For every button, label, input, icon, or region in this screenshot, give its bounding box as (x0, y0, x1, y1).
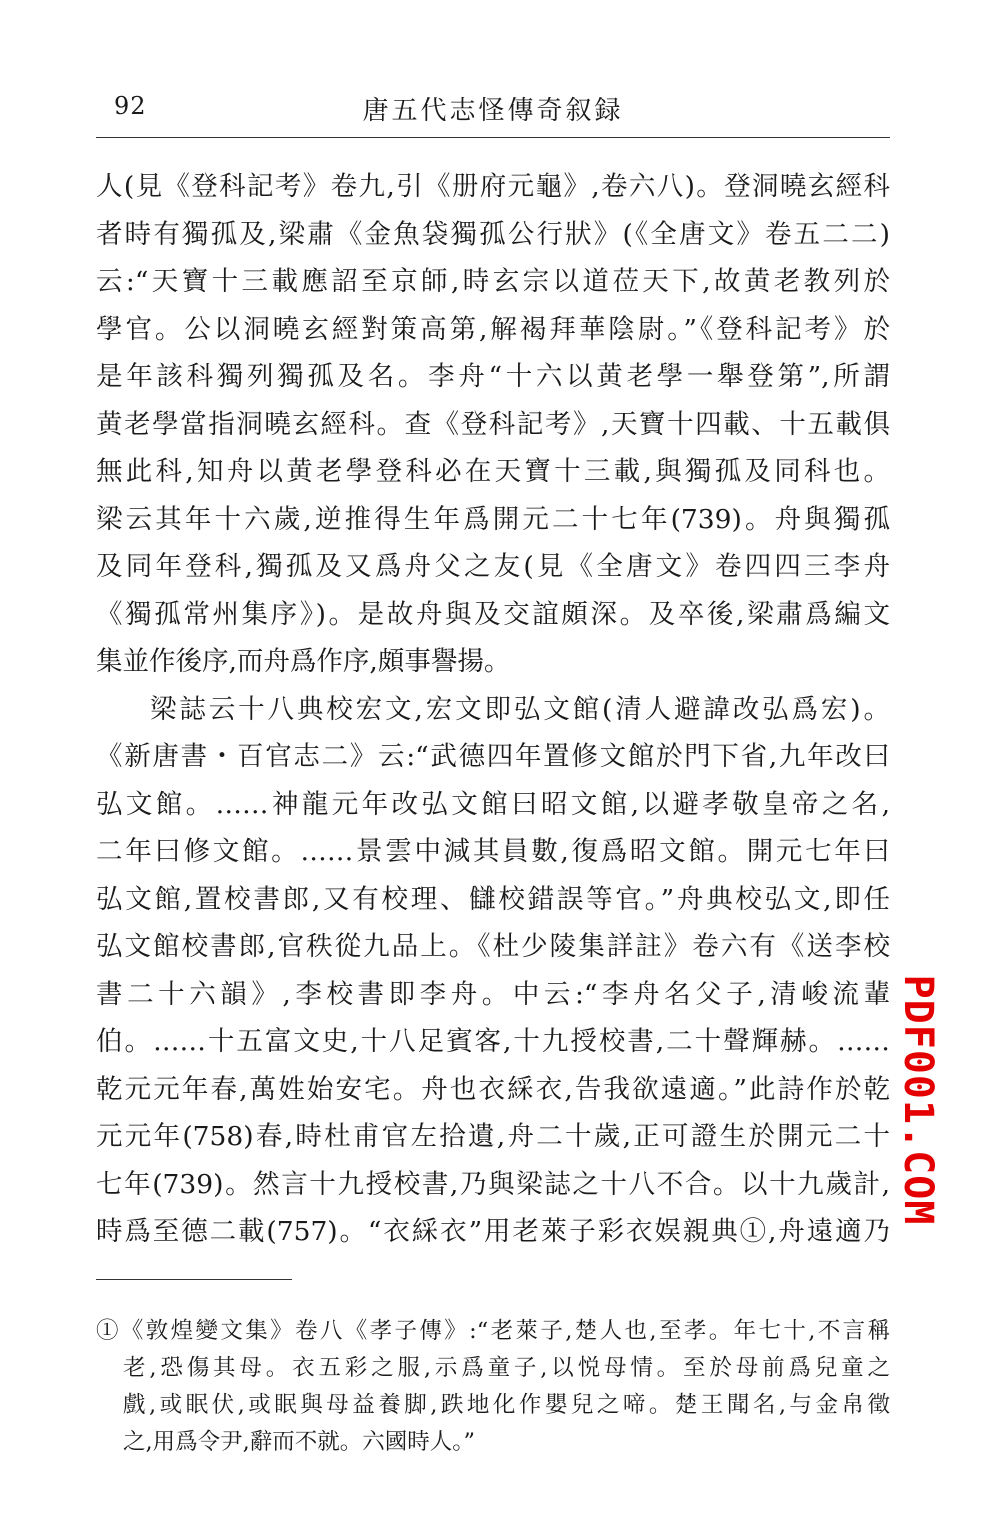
text-line: 及同年登科,獨孤及又爲舟父之友(見《全唐文》卷四四三李舟 (96, 551, 890, 582)
running-title: 唐五代志怪傳奇叙録 (362, 96, 624, 126)
footnote-line: 戲,或眠伏,或眠與母益養脚,跌地化作嬰兒之啼。楚王聞名,与金帛徵 (123, 1392, 890, 1418)
text-line: 者時有獨孤及,梁肅《金魚袋獨孤公行狀》(《全唐文》卷五二二) (96, 218, 890, 250)
text-line: 梁誌云十八典校宏文,宏文即弘文館(清人避諱改弘爲宏)。 (150, 693, 890, 725)
text-line: 七年(739)。然言十九授校書,乃與梁誌之十八不合。以十九歲計, (96, 1168, 890, 1200)
footnotes (96, 1313, 890, 1461)
text-line: 人(見《登科記考》卷九,引《册府元龜》,卷六八)。登洞曉玄經科 (96, 171, 890, 202)
text-line: 元元年(758)春,時杜甫官左拾遺,舟二十歲,正可證生於開元二十 (96, 1121, 890, 1152)
text-line: 二年曰修文館。……景雲中減其員數,復爲昭文館。開元七年曰 (96, 836, 890, 867)
text-line: 書二十六韻》,李校書即李舟。中云:“李舟名父子,清峻流輩 (96, 978, 890, 1010)
text-line: 學官。公以洞曉玄經對策高第,解褐拜華陰尉。”《登科記考》於 (96, 313, 890, 345)
body-text (96, 163, 890, 1256)
text-line: 伯。……十五富文史,十八足賓客,十九授校書,二十聲輝赫。…… (96, 1026, 890, 1057)
text-line: 云:“天寶十三載應詔至京師,時玄宗以道莅天下,故黄老教列於 (96, 266, 890, 297)
text-line: 集並作後序,而舟爲作序,頗事譽揚。 (96, 646, 511, 677)
text-line: 《新唐書・百官志二》云:“武德四年置修文館於門下省,九年改曰 (96, 741, 890, 772)
text-line: 弘文館。……神龍元年改弘文館曰昭文館,以避孝敬皇帝之名, (96, 788, 890, 820)
text-line: 弘文館校書郎,官秩從九品上。《杜少陵集詳註》卷六有《送李校 (96, 931, 890, 962)
text-line: 《獨孤常州集序》)。是故舟與及交誼頗深。及卒後,梁肅爲編文 (96, 598, 890, 630)
text-line: 黄老學當指洞曉玄經科。查《登科記考》,天寶十四載、十五載俱 (96, 408, 890, 440)
text-line: 乾元元年春,萬姓始安宅。舟也衣綵衣,告我欲遠適。”此詩作於乾 (96, 1073, 890, 1105)
text-line: 梁云其年十六歲,逆推得生年爲開元二十七年(739)。舟與獨孤 (96, 503, 890, 535)
page-number: 92 (114, 92, 147, 120)
footnote-rule (96, 1279, 292, 1280)
page-header (96, 84, 890, 136)
text-line: 時爲至德二載(757)。“衣綵衣”用老萊子彩衣娱親典①,舟遠適乃 (96, 1216, 890, 1247)
header-rule (96, 137, 890, 138)
watermark: PDF001.COM (895, 974, 941, 1226)
text-line: 無此科,知舟以黄老學登科必在天寶十三載,與獨孤及同科也。 (96, 456, 890, 487)
footnote-line: 老,恐傷其母。衣五彩之服,示爲童子,以悦母情。至於母前爲兒童之 (123, 1355, 890, 1381)
footnote-line: ①《敦煌變文集》卷八《孝子傳》:“老萊子,楚人也,至孝。年七十,不言稱 (96, 1318, 890, 1344)
text-line: 弘文館,置校書郎,又有校理、讎校錯誤等官。”舟典校弘文,即任 (96, 883, 890, 915)
footnote-line: 之,用爲令尹,辭而不就。六國時人。” (123, 1429, 476, 1455)
text-line: 是年該科獨列獨孤及名。李舟“十六以黄老學一舉登第”,所謂 (96, 361, 890, 392)
